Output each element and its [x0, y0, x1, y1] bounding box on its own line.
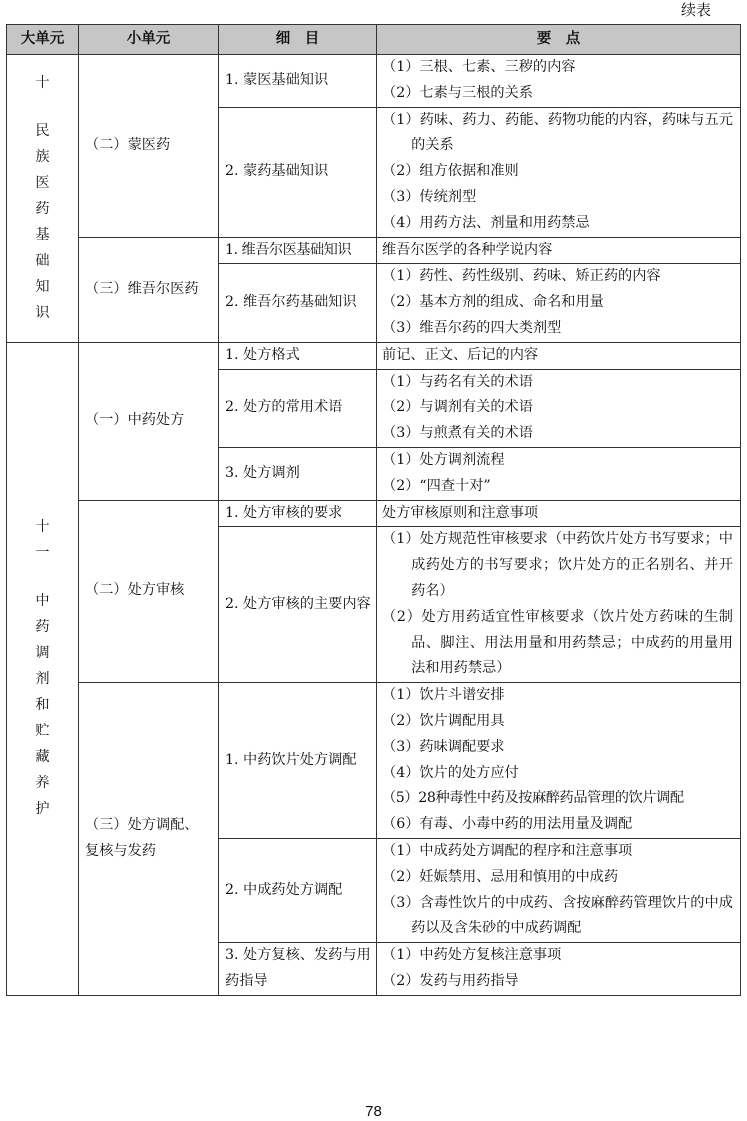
points-cell [377, 264, 741, 342]
table-row [7, 500, 741, 527]
sub-unit-cell: （一）中药处方 [79, 342, 219, 500]
point-text: （1）三根、七素、三秽的内容 [382, 59, 576, 75]
point-text: （4）用药方法、剂量和用药禁忌 [382, 214, 590, 231]
point-text: （1）处方规范性审核要求（中药饮片处方书写要求；中成药处方的书写要求；饮片处方的正名别名、并开药名） [382, 531, 733, 599]
point-text: 处方审核原则和注意事项 [382, 504, 539, 521]
item-cell: 3. 处方复核、发药与用药指导 [219, 943, 377, 996]
points-cell [377, 107, 741, 237]
item-cell: 3. 处方调剂 [219, 447, 377, 500]
point-text: （3）与煎煮有关的术语 [382, 425, 533, 442]
sub-unit-cell: （二）蒙医药 [79, 55, 219, 238]
point-text: （1）处方调剂流程 [382, 451, 505, 468]
item-cell: 1. 蒙医基础知识 [219, 55, 377, 108]
sub-unit-cell: （三）处方调配、复核与发药 [79, 683, 219, 996]
item-cell: 1. 处方格式 [219, 342, 377, 369]
major-unit-numeral: 十一 [35, 519, 50, 562]
point-text: （2）“四查十对” [382, 477, 491, 494]
table-row [7, 683, 741, 839]
table-header-row [7, 25, 741, 55]
item-cell: 2. 蒙药基础知识 [219, 107, 377, 237]
major-unit-cell [7, 342, 79, 995]
major-unit-title: 中药调剂和贮藏养护 [35, 593, 50, 818]
point-text: （2）饮片调配用具 [382, 712, 505, 729]
major-unit-cell [7, 55, 79, 343]
point-text: （1）与药名有关的术语 [382, 373, 533, 390]
table-row [7, 237, 741, 264]
point-text: （1）中成药处方调配的程序和注意事项 [382, 842, 633, 859]
major-unit-numeral: 十 [35, 74, 50, 91]
points-cell [377, 943, 741, 996]
item-cell: 2. 中成药处方调配 [219, 838, 377, 942]
point-text: （5）28种毒性中药及按麻醉药品管理的饮片调配 [382, 790, 684, 807]
point-text: 前记、正文、后记的内容 [382, 346, 539, 363]
header-item: 细 目 [219, 25, 377, 55]
point-text: （2）发药与用药指导 [382, 972, 519, 989]
point-text: （2）基本方剂的组成、命名和用量 [382, 294, 604, 311]
header-major-unit: 大单元 [7, 25, 79, 55]
item-cell: 1. 中药饮片处方调配 [219, 683, 377, 839]
major-unit-title: 民族医药基础知识 [35, 122, 50, 321]
point-text: 维吾尔医学的各种学说内容 [382, 241, 553, 258]
point-text: （2）组方依据和准则 [382, 163, 519, 180]
point-text: （1）药味、药力、药能、药物功能的内容，药味与五元的关系 [382, 111, 733, 154]
point-text: （2）七素与三根的关系 [382, 84, 533, 101]
point-text: （1）药性、药性级别、药味、矫正药的内容 [382, 268, 661, 285]
points-cell [377, 527, 741, 683]
sub-unit-cell: （三）维吾尔医药 [79, 237, 219, 342]
points-cell [377, 500, 741, 527]
points-cell [377, 447, 741, 500]
point-text: （3）传统剂型 [382, 188, 477, 205]
point-text: （6）有毒、小毒中药的用法用量及调配 [382, 816, 633, 833]
item-cell: 1. 处方审核的要求 [219, 500, 377, 527]
points-cell [377, 369, 741, 447]
point-text: （2）妊娠禁用、忌用和慎用的中成药 [382, 868, 619, 885]
points-cell [377, 55, 741, 108]
table-row [7, 342, 741, 369]
item-cell: 1. 维吾尔医基础知识 [219, 237, 377, 264]
syllabus-table [6, 24, 741, 996]
points-cell [377, 838, 741, 942]
points-cell [377, 683, 741, 839]
continued-label: 续表 [680, 1, 711, 19]
point-text: （3）维吾尔药的四大类剂型 [382, 319, 562, 336]
points-cell [377, 342, 741, 369]
sub-unit-cell: （二）处方审核 [79, 500, 219, 683]
page-number: 78 [365, 1103, 382, 1120]
item-cell: 2. 维吾尔药基础知识 [219, 264, 377, 342]
header-key-points: 要 点 [377, 25, 741, 55]
point-text: （3）药味调配要求 [382, 738, 505, 755]
header-sub-unit: 小单元 [79, 25, 219, 55]
points-cell [377, 237, 741, 264]
point-text: （1）饮片斗谱安排 [382, 687, 505, 704]
item-cell: 2. 处方的常用术语 [219, 369, 377, 447]
point-text: （1）中药处方复核注意事项 [382, 947, 562, 964]
item-cell: 2. 处方审核的主要内容 [219, 527, 377, 683]
table-row [7, 55, 741, 108]
point-text: （2）处方用药适宜性审核要求（饮片处方药味的生制品、脚注、用法用量和用药禁忌；中成药的用量用法和用药禁忌） [382, 608, 733, 677]
point-text: （3）含毒性饮片的中成药、含按麻醉药管理饮片的中成药以及含朱砂的中成药调配 [382, 894, 733, 937]
point-text: （2）与调剂有关的术语 [382, 399, 533, 416]
point-text: （4）饮片的处方应付 [382, 764, 519, 781]
